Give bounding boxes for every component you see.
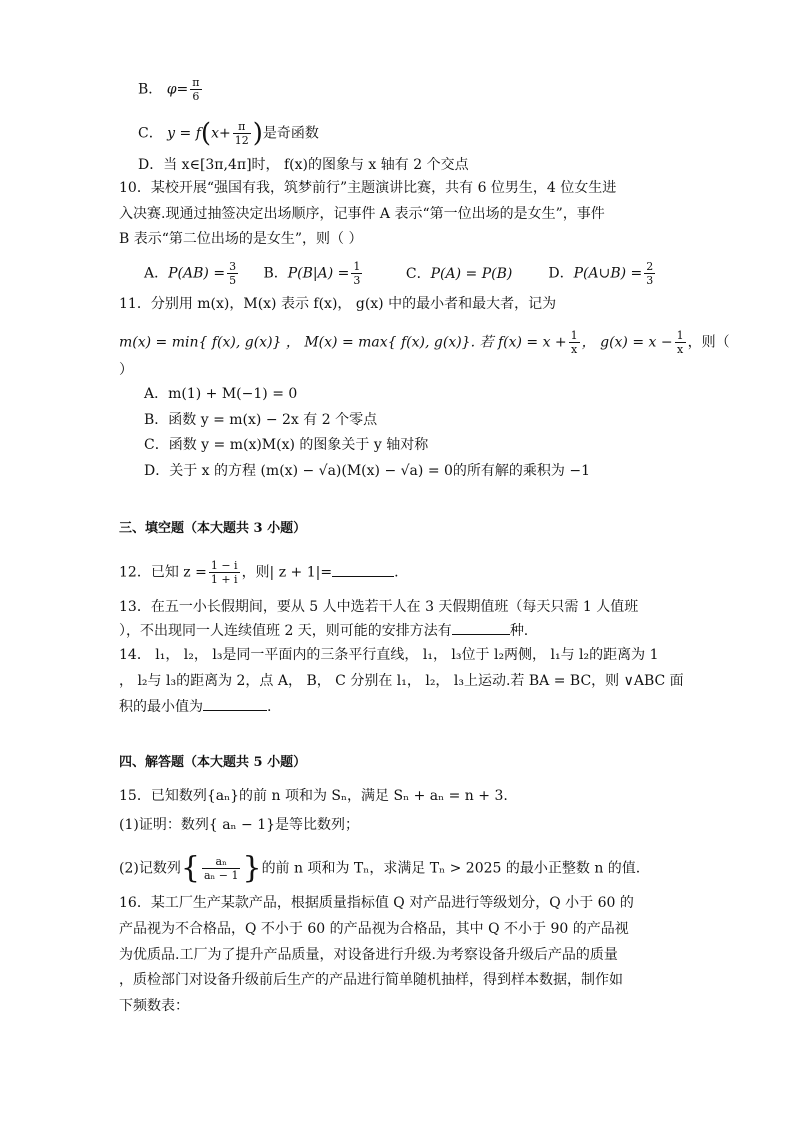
q10-line-2: 入决赛.现通过抽签决定出场顺序，记事件 A 表示“第一位出场的是女生”，事件	[119, 206, 605, 222]
q11-line-2-part-b: ， g(x) = x −	[581, 334, 673, 351]
q12-fraction	[209, 559, 240, 586]
q14-line-3-part-b: .	[267, 699, 272, 715]
one-over-x-fraction	[675, 329, 686, 356]
q10-option-c-text: P(A) = P(B)	[430, 265, 513, 282]
q16-line-1: 16．某工厂生产某款产品，根据质量指标值 Q 对产品进行等级划分，Q 小于 60 的	[119, 895, 634, 911]
q9-option-b	[138, 76, 204, 103]
q12-prefix: 12．已知 z =	[119, 564, 207, 581]
q11-line-1: 11．分别用 m(x)，M(x) 表示 f(x)， g(x) 中的最小者和最大者，记为	[119, 296, 557, 312]
q15-part-1: (1)证明：数列{ aₙ − 1}是等比数列；	[119, 817, 360, 833]
fraction-denominator: 3	[353, 274, 361, 287]
q12-suffix: ，则| z + 1|=	[241, 564, 333, 581]
one-over-x-fraction	[569, 329, 580, 356]
q15-line-1: 15．已知数列{aₙ}的前 n 项和为 Sₙ，满足 Sₙ + aₙ = n + 3.	[119, 788, 508, 804]
q15-sequence-fraction	[202, 855, 241, 882]
q10-options	[144, 260, 657, 287]
fraction-denominator: x	[571, 343, 578, 356]
q11-line-2-part-c: ，则（	[687, 334, 730, 351]
q14-line-3-part-a: 积的最小值为	[119, 699, 203, 715]
two-thirds-fraction	[644, 260, 655, 287]
fraction-numerator: 1 − i	[210, 559, 238, 572]
q14-line-2: ， l₂与 l₃的距离为 2，点 A， B， C 分别在 l₁， l₂， l₃上运动.若 BA = BC，则 ∨ABC 面	[119, 673, 684, 689]
q15-part-2-prefix: (2)记数列	[119, 860, 181, 877]
q10-line-3: B 表示“第二位出场的是女生”，则（ ）	[119, 231, 363, 247]
fraction-numerator: aₙ	[202, 855, 241, 869]
q16-line-3: 为优质品.工厂为了提升产品质量，对设备进行升级.为考察设备升级后产品的质量	[119, 947, 618, 963]
fraction-numerator: π	[192, 76, 200, 89]
q13-line-2-part-a: ），不出现同一人连续值班 2 天，则可能的安排方法有	[119, 623, 452, 639]
q12-line	[119, 559, 399, 586]
fraction-denominator: 12	[234, 134, 249, 147]
fraction-denominator: 1 + i	[210, 573, 238, 586]
q9-option-c-lhs: y = f	[167, 125, 201, 142]
q16-line-5: 下频数表：	[119, 998, 189, 1014]
fraction-denominator: aₙ − 1	[203, 869, 239, 882]
q13-answer-blank[interactable]	[452, 620, 510, 635]
q11-option-d: D．关于 x 的方程 (m(x) − √a)(M(x) − √a) = 0的所有解的乘积为 −1	[144, 463, 590, 479]
q14-line-3	[119, 696, 271, 717]
fraction-numerator: 2	[646, 260, 654, 273]
q12-end: .	[394, 564, 399, 581]
q11-option-c: C．函数 y = m(x)M(x) 的图象关于 y 轴对称	[144, 437, 429, 453]
fraction-numerator: π	[233, 120, 251, 134]
q10-option-c-label: C．	[405, 265, 431, 282]
q10-option-a-label: A．	[144, 265, 169, 282]
fraction-numerator: 3	[229, 260, 237, 273]
section-3-heading: 三、填空题（本大题共 3 小题）	[119, 521, 307, 536]
q12-answer-blank[interactable]	[332, 562, 394, 577]
q10-option-b-label: B．	[263, 265, 288, 282]
q15-part-2-suffix: 的前 n 项和为 Tₙ，求满足 Tₙ > 2025 的最小正整数 n 的值.	[261, 860, 641, 877]
q9-option-d-text: 当 x∈[3π,4π]时， f(x)的图象与 x 轴有 2 个交点	[163, 157, 469, 173]
right-brace: }	[242, 850, 262, 886]
q9-option-d	[138, 155, 469, 175]
q13-line-2-part-b: 种.	[509, 623, 529, 639]
q11-line-2-part-a: m(x) = min{ f(x), g(x)} ， M(x) = max{ f(x), g(x)}. 若 f(x) = x +	[119, 334, 567, 351]
fraction-numerator: 1	[353, 260, 361, 273]
fraction-denominator: 3	[646, 274, 654, 287]
left-brace: {	[180, 850, 200, 886]
q10-option-b-lhs: P(B|A) =	[287, 265, 350, 282]
q15-part-2	[119, 850, 641, 886]
q9-option-d-label: D．	[138, 157, 164, 173]
q16-line-2: 产品视为不合格品，Q 不小于 60 的产品视为合格品，其中 Q 不小于 90 的产品视	[119, 921, 629, 937]
fraction-denominator: 6	[192, 90, 200, 103]
fraction-numerator: 1	[570, 329, 578, 342]
q10-option-b	[263, 260, 401, 287]
fraction-denominator: x	[677, 343, 684, 356]
q13-line-2	[119, 620, 528, 641]
q14-line-1: 14． l₁， l₂， l₃是同一平面内的三条平行直线， l₁， l₃位于 l₂两侧， l₁与 l₂的距离为 1	[119, 647, 659, 663]
q9-option-c-tail: 是奇函数	[262, 125, 319, 142]
section-4-heading: 四、解答题（本大题共 5 小题）	[119, 755, 307, 770]
q9-option-b-lhs: φ=	[166, 81, 189, 98]
pi-over-6-fraction	[190, 76, 201, 103]
q9-option-c	[138, 120, 319, 147]
q14-answer-blank[interactable]	[203, 696, 267, 711]
q10-option-a-lhs: P(AB) =	[168, 265, 226, 282]
q10-option-c	[406, 264, 544, 284]
q11-option-b: B．函数 y = m(x) − 2x 有 2 个零点	[144, 412, 378, 428]
fraction-numerator: 1	[676, 329, 684, 342]
q9-option-b-label: B．	[138, 81, 163, 98]
q11-line-3: ）	[119, 362, 133, 378]
three-fifths-fraction	[227, 260, 238, 287]
q10-line-1: 10．某校开展“强国有我，筑梦前行”主题演讲比赛，共有 6 位男生，4 位女生进	[119, 180, 617, 196]
q10-option-d	[548, 260, 657, 287]
q11-option-a: A．m(1) + M(−1) = 0	[144, 386, 298, 402]
q10-option-d-lhs: P(A∪B) =	[573, 265, 643, 282]
q9-option-c-x: x+	[211, 125, 231, 142]
left-paren: (	[200, 118, 212, 149]
q16-line-4: ，质检部门对设备升级前后生产的产品进行简单随机抽样，得到样本数据，制作如	[119, 972, 623, 988]
one-third-fraction	[351, 260, 362, 287]
right-paren: )	[252, 118, 263, 149]
fraction-denominator: 5	[229, 274, 237, 287]
q10-option-a	[144, 260, 259, 287]
q9-option-c-label: C．	[138, 125, 163, 142]
q11-line-2	[119, 329, 730, 356]
q10-option-d-label: D．	[548, 265, 574, 282]
q13-line-1: 13．在五一小长假期间，要从 5 人中选若干人在 3 天假期值班（每天只需 1 人值班	[119, 599, 639, 615]
pi-over-12-fraction	[233, 120, 251, 147]
